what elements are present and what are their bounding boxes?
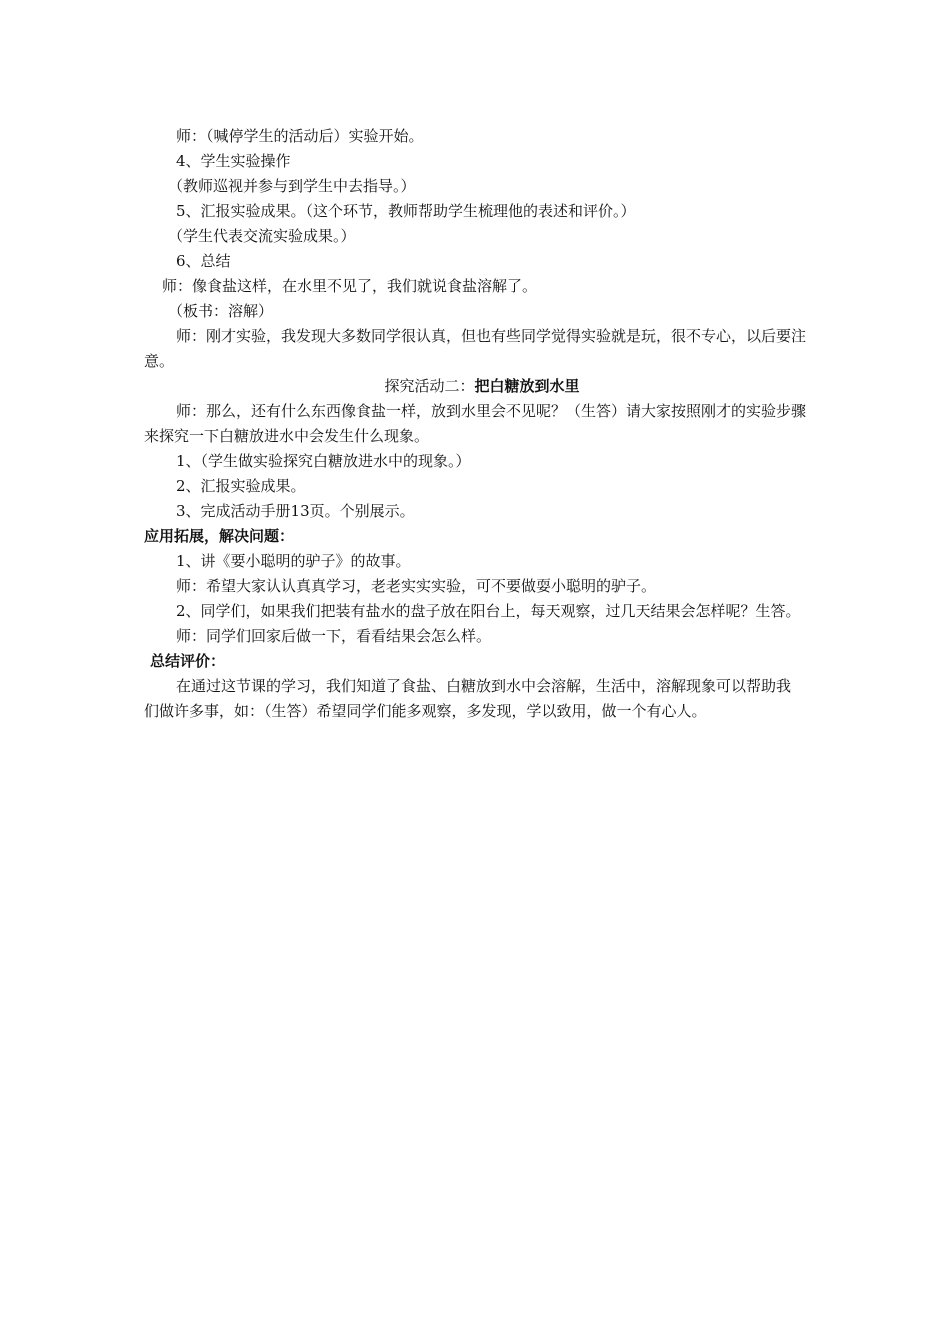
step-6: 6、总结 <box>176 252 231 270</box>
summary-heading: 总结评价： <box>150 652 226 670</box>
activity-2-heading <box>144 374 820 399</box>
text-line: （教师巡视并参与到学生中去指导。） <box>168 177 416 195</box>
text-line: 师：希望大家认认真真学习，老老实实实验，可不要做耍小聪明的驴子。 <box>176 577 657 595</box>
activity-2-title: 把白糖放到水里 <box>474 377 580 395</box>
paragraph: 师：刚才实验，我发现大多数同学很认真，但也有些同学觉得实验就是玩，很不专心，以后要注意。 <box>144 327 807 370</box>
text-line: （板书：溶解） <box>168 302 274 320</box>
activity-2-step-3: 3、完成活动手册13页。个别展示。 <box>176 502 415 520</box>
application-heading: 应用拓展，解决问题： <box>144 527 295 545</box>
document-body <box>144 124 820 724</box>
application-step-1: 1、讲《要小聪明的驴子》的故事。 <box>176 552 411 570</box>
activity-2-prefix: 探究活动二： <box>384 377 475 395</box>
step-4: 4、学生实验操作 <box>176 152 291 170</box>
text-line: （学生代表交流实验成果。） <box>168 227 356 245</box>
activity-2-step-2: 2、汇报实验成果。 <box>176 477 306 495</box>
paragraph: 在通过这节课的学习，我们知道了食盐、白糖放到水中会溶解，生活中，溶解现象可以帮助我们做许多事，如：（生答）希望同学们能多观察，多发现，学以致用，做一个有心人。 <box>144 677 792 720</box>
text-line: 师：像食盐这样，在水里不见了，我们就说食盐溶解了。 <box>162 277 538 295</box>
step-5: 5、汇报实验成果。（这个环节，教师帮助学生梳理他的表述和评价。） <box>176 202 636 220</box>
paragraph: 2、同学们，如果我们把装有盐水的盘子放在阳台上，每天观察，过几天结果会怎样呢？生答。 <box>176 602 801 620</box>
activity-2-step-1: 1、（学生做实验探究白糖放进水中的现象。） <box>176 452 471 470</box>
text-line: 师：（喊停学生的活动后）实验开始。 <box>176 127 424 145</box>
text-line: 师：同学们回家后做一下，看看结果会怎么样。 <box>176 627 492 645</box>
paragraph: 师：那么，还有什么东西像食盐一样，放到水里会不见呢？（生答）请大家按照刚才的实验步骤来探究一下白糖放进水中会发生什么现象。 <box>144 402 807 445</box>
